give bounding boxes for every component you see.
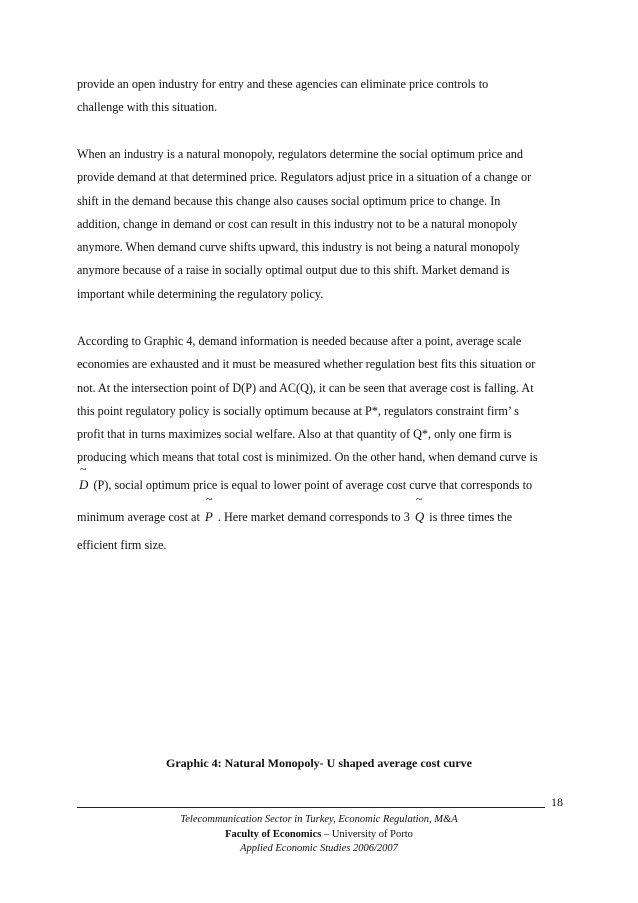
tilde-accent: ~ bbox=[205, 491, 213, 506]
footer-faculty: Faculty of Economics bbox=[225, 828, 322, 840]
tilde-accent: ~ bbox=[415, 491, 423, 506]
text-line-math-2 bbox=[77, 491, 565, 534]
text-line: anymore because of a raise in socially optimal output due to this shift. Market demand is bbox=[77, 263, 510, 278]
text-line: challenge with this situation. bbox=[77, 100, 218, 115]
paragraph-3 bbox=[77, 330, 565, 557]
text-run: . Here market demand corresponds to 3 bbox=[214, 509, 413, 524]
footer-university: – University of Porto bbox=[321, 828, 413, 840]
paragraph-1 bbox=[77, 73, 565, 120]
symbol-letter: Q bbox=[414, 508, 425, 524]
math-symbol-q-tilde bbox=[414, 491, 425, 534]
paragraph-2 bbox=[77, 143, 565, 306]
symbol-letter: D bbox=[79, 476, 89, 492]
tilde-accent: ~ bbox=[80, 461, 87, 476]
text-run: is three times the bbox=[426, 509, 513, 524]
math-symbol-p-tilde bbox=[204, 491, 213, 534]
symbol-letter: P bbox=[204, 508, 213, 524]
text-line: shift in the demand because this change also causes social optimum price to change. In bbox=[77, 193, 501, 208]
text-run: (P), social optimum price is equal to lower point of average cost curve that corresponds to bbox=[90, 477, 533, 492]
text-line-math-1 bbox=[77, 461, 565, 500]
text-line: not. At the intersection point of D(P) and AC(Q), it can be seen that average cost is falling. At bbox=[77, 380, 534, 395]
text-line: anymore. When demand curve shifts upward, this industry is not being a natural monopoly bbox=[77, 240, 520, 255]
text-line: provide demand at that determined price. Regulators adjust price in a situation of a change or bbox=[77, 170, 532, 185]
text-line: profit that in turns maximizes social welfare. Also at that quantity of Q*, only one firm is bbox=[77, 427, 512, 442]
page-number: 18 bbox=[551, 795, 563, 809]
text-line: important while determining the regulatory policy. bbox=[77, 286, 324, 301]
text-line: addition, change in demand or cost can result in this industry not to be a natural monopoly bbox=[77, 216, 518, 231]
text-line: producing which means that total cost is minimized. On the other hand, when demand curve is bbox=[77, 450, 538, 465]
footer-institution bbox=[0, 828, 638, 843]
footer-title: Telecommunication Sector in Turkey, Economic Regulation, M&A bbox=[180, 814, 458, 825]
text-line: According to Graphic 4, demand information is needed because after a point, average scale bbox=[77, 334, 522, 348]
text-line: economies are exhausted and it must be measured whether regulation best fits this situation or bbox=[77, 357, 536, 372]
page-footer bbox=[0, 813, 638, 857]
footer-divider bbox=[77, 807, 545, 808]
math-symbol-d-tilde bbox=[79, 461, 89, 500]
text-line: efficient firm size. bbox=[77, 537, 167, 552]
text-run: minimum average cost at bbox=[77, 509, 203, 524]
figure-caption: Graphic 4: Natural Monopoly- U shaped average cost curve bbox=[166, 756, 472, 770]
footer-program: Applied Economic Studies 2006/2007 bbox=[240, 843, 398, 854]
text-line: provide an open industry for entry and these agencies can eliminate price controls to bbox=[77, 77, 489, 91]
text-line: When an industry is a natural monopoly, regulators determine the social optimum price and bbox=[77, 147, 523, 161]
text-line: this point regulatory policy is socially optimum because at P*, regulators constraint firm’ s bbox=[77, 403, 519, 418]
